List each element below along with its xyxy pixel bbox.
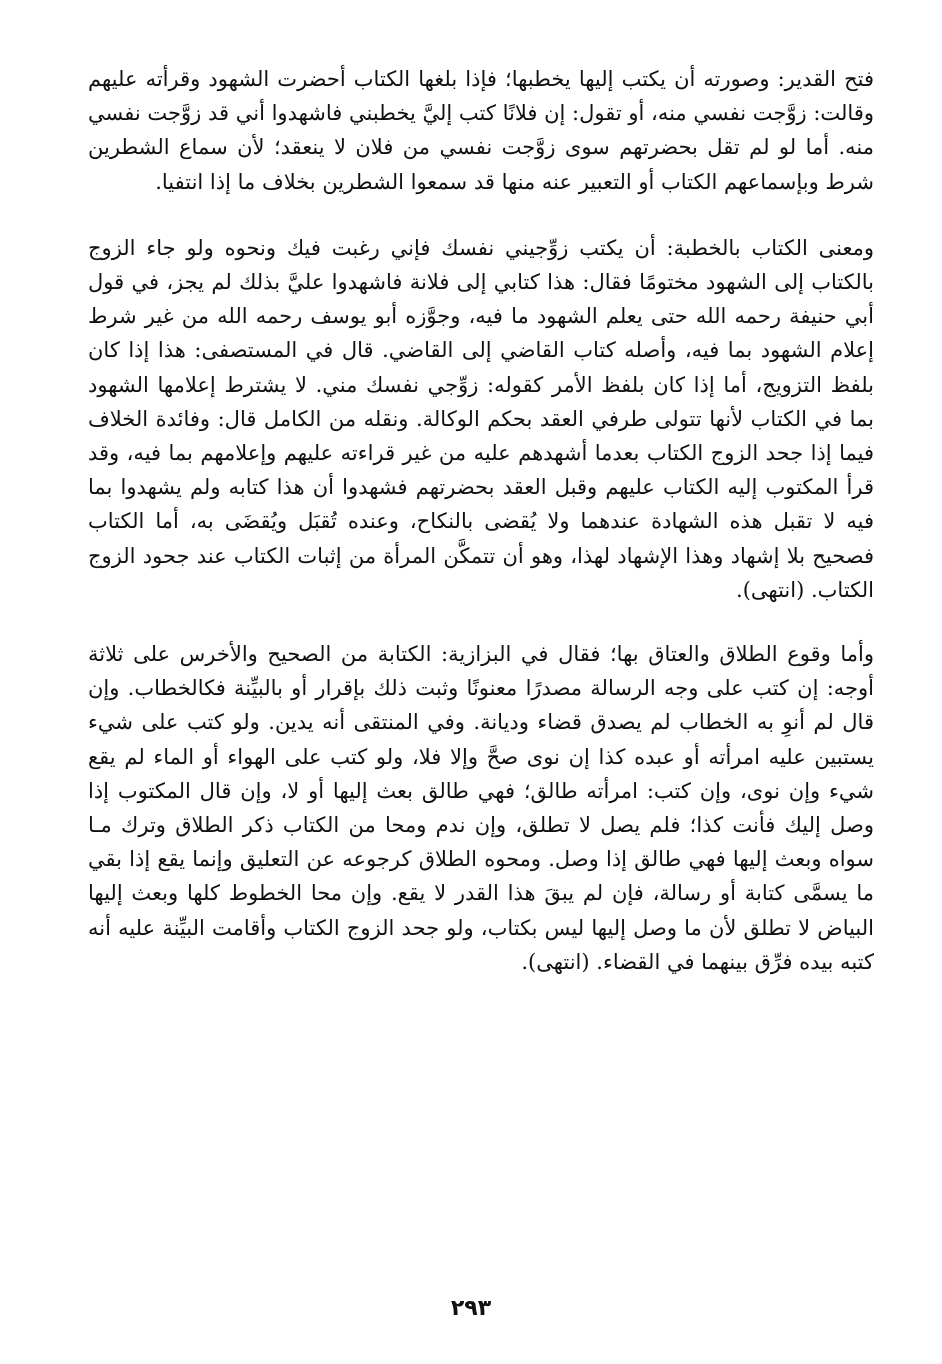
paragraph-1: فتح القدير: وصورته أن يكتب إليها يخطبها؛ فإذا بلغها الكتاب أحضرت الشهود وقرأته عليهم وقالت: زوَّجت نفسي منه، أو تقول: إن فلانًا كتب إليَّ يخطبني فاشهدوا أني قد زوَّجت نفسي منه. أما لو لم تقل بحضرتهم سوى زوَّجت نفسي من فلان لا ينعقد؛ لأن سماع الشطرين شرط وبإسماعهم الكتاب أو التعبير عنه منها قد سمعوا الشطرين بخلاف ما إذا انتفيا.	[88, 67, 874, 194]
page-body	[88, 62, 874, 1332]
paragraph-3: وأما وقوع الطلاق والعتاق بها؛ فقال في البزازية: الكتابة من الصحيح والأخرس على ثلاثة أوجه: إن كتب على وجه الرسالة مصدرًا معنونًا وثبت ذلك بإقرار أو بالبيِّنة فكالخطاب. وإن قال لم أنوِ به الخطاب لم يصدق قضاء وديانة. وفي المنتقى أنه يدين. ولو كتب على شيء يستبين عليه امرأته أو عبده كذا إن نوى صحَّ وإلا فلا، ولو كتب على الهواء أو الماء لم يقع شيء وإن نوى، وإن كتب: امرأته طالق؛ فهي طالق بعث إليها أو لا، وإن قال المكتوب إذا وصل إليك فأنت كذا؛ فلم يصل لا تطلق، وإن ندم ومحا من الكتاب ذكر الطلاق وترك مـا سواه وبعث إليها فهي طالق إذا وصل. ومحوه الطلاق كرجوعه عن التعليق وإنما يقع إذا بقي ما يسمَّى كتابة أو رسالة، فإن لم يبقَ هذا القدر لا يقع. وإن محا الخطوط كلها وبعث إليها البياض لا تطلق لأن ما وصل إليها ليس بكتاب، ولو جحد الزوج الكتاب وأقامت البيِّنة عليه أنه كتبه بيده فرِّق بينهما في القضاء. (انتهى).	[88, 642, 874, 974]
paragraph-2: ومعنى الكتاب بالخطبة: أن يكتب زوِّجيني نفسك فإني رغبت فيك ونحوه ولو جاء الزوج بالكتاب إلى الشهود مختومًا فقال: هذا كتابي إلى فلانة فاشهدوا عليَّ بذلك لم يجز، في قول أبي حنيفة رحمه الله حتى يعلم الشهود ما فيه، وجوَّزه أبو يوسف رحمه الله من غير شرط إعلام الشهود بما فيه، وأصله كتاب القاضي إلى القاضي. قال في المستصفى: هذا إذا كان بلفظ التزويج، أما إذا كان بلفظ الأمر كقوله: زوِّجي نفسك مني. لا يشترط إعلامها الشهود بما في الكتاب لأنها تتولى طرفي العقد بحكم الوكالة. ونقله من الكامل قال: وفائدة الخلاف فيما إذا جحد الزوج الكتاب بعدما أشهدهم عليه من غير قراءته عليهم وإعلامهم بما فيه، وقد قرأ المكتوب إليه الكتاب عليهم وقبل العقد بحضرتهم فشهدوا أن هذا كتابه ولم يشهدوا بما فيه لا تقبل هذه الشهادة عندهما ولا يُقضى بالنكاح، وعنده تُقبَل ويُقضَى به، أما الكتاب فصحيح بلا إشهاد وهذا الإشهاد لهذا، وهو أن تتمكَّن المرأة من إثبات الكتاب عند جحود الزوج الكتاب. (انتهى).	[88, 235, 875, 602]
page-number: ٢٩٣	[450, 1296, 492, 1321]
